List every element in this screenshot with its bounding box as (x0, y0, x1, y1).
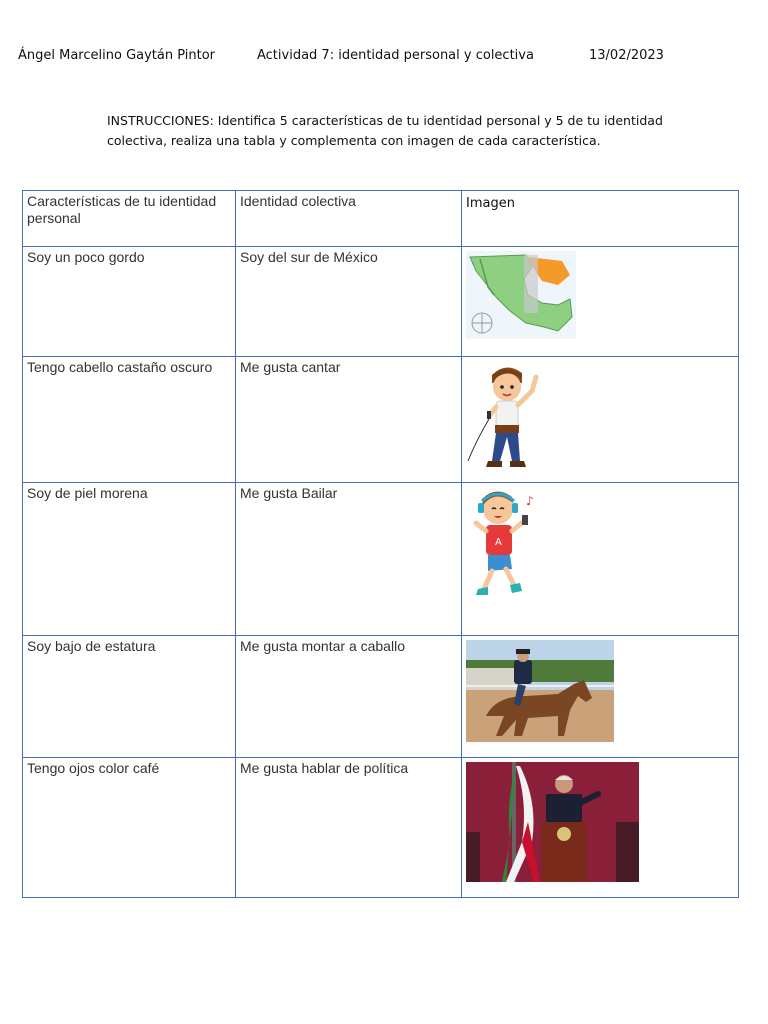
header-imagen: Imagen (462, 191, 739, 247)
cell-image (462, 483, 739, 636)
table-row (23, 247, 739, 357)
cell-image (462, 357, 739, 483)
cell-image (462, 758, 739, 898)
table-row (23, 636, 739, 758)
header-personal: Características de tu identidad personal (23, 191, 236, 247)
boy-dancing-image (466, 487, 546, 607)
svg-text:A: A (495, 537, 502, 548)
cell-colectiva: Me gusta hablar de política (236, 758, 462, 898)
table-row (23, 357, 739, 483)
svg-text:♪: ♪ (526, 494, 534, 508)
cell-image (462, 636, 739, 758)
boy-singing-image (466, 361, 546, 471)
table-header-row (23, 191, 739, 247)
cell-image (462, 247, 739, 357)
table-row (23, 483, 739, 636)
activity-title: Actividad 7: identidad personal y colectiva (257, 48, 534, 63)
politician-podium-photo (466, 762, 639, 882)
identity-table (22, 190, 739, 898)
mexico-map-image (466, 251, 576, 339)
cell-personal: Soy bajo de estatura (23, 636, 236, 758)
instructions-text: INSTRUCCIONES: Identifica 5 características de tu identidad personal y 5 de tu identidad colectiva, realiza una tabla y complementa con imagen de cada característica. (107, 113, 663, 148)
table-row (23, 758, 739, 898)
cell-colectiva: Me gusta cantar (236, 357, 462, 483)
cell-personal: Soy de piel morena (23, 483, 236, 636)
cell-colectiva: Soy del sur de México (236, 247, 462, 357)
cell-colectiva: Me gusta montar a caballo (236, 636, 462, 758)
document-date: 13/02/2023 (589, 48, 664, 63)
horse-riding-photo (466, 640, 614, 742)
cell-personal: Soy un poco gordo (23, 247, 236, 357)
header-colectiva: Identidad colectiva (236, 191, 462, 247)
cell-personal: Tengo cabello castaño oscuro (23, 357, 236, 483)
cell-personal: Tengo ojos color café (23, 758, 236, 898)
cell-colectiva: Me gusta Bailar (236, 483, 462, 636)
author-name: Ángel Marcelino Gaytán Pintor (18, 48, 216, 63)
